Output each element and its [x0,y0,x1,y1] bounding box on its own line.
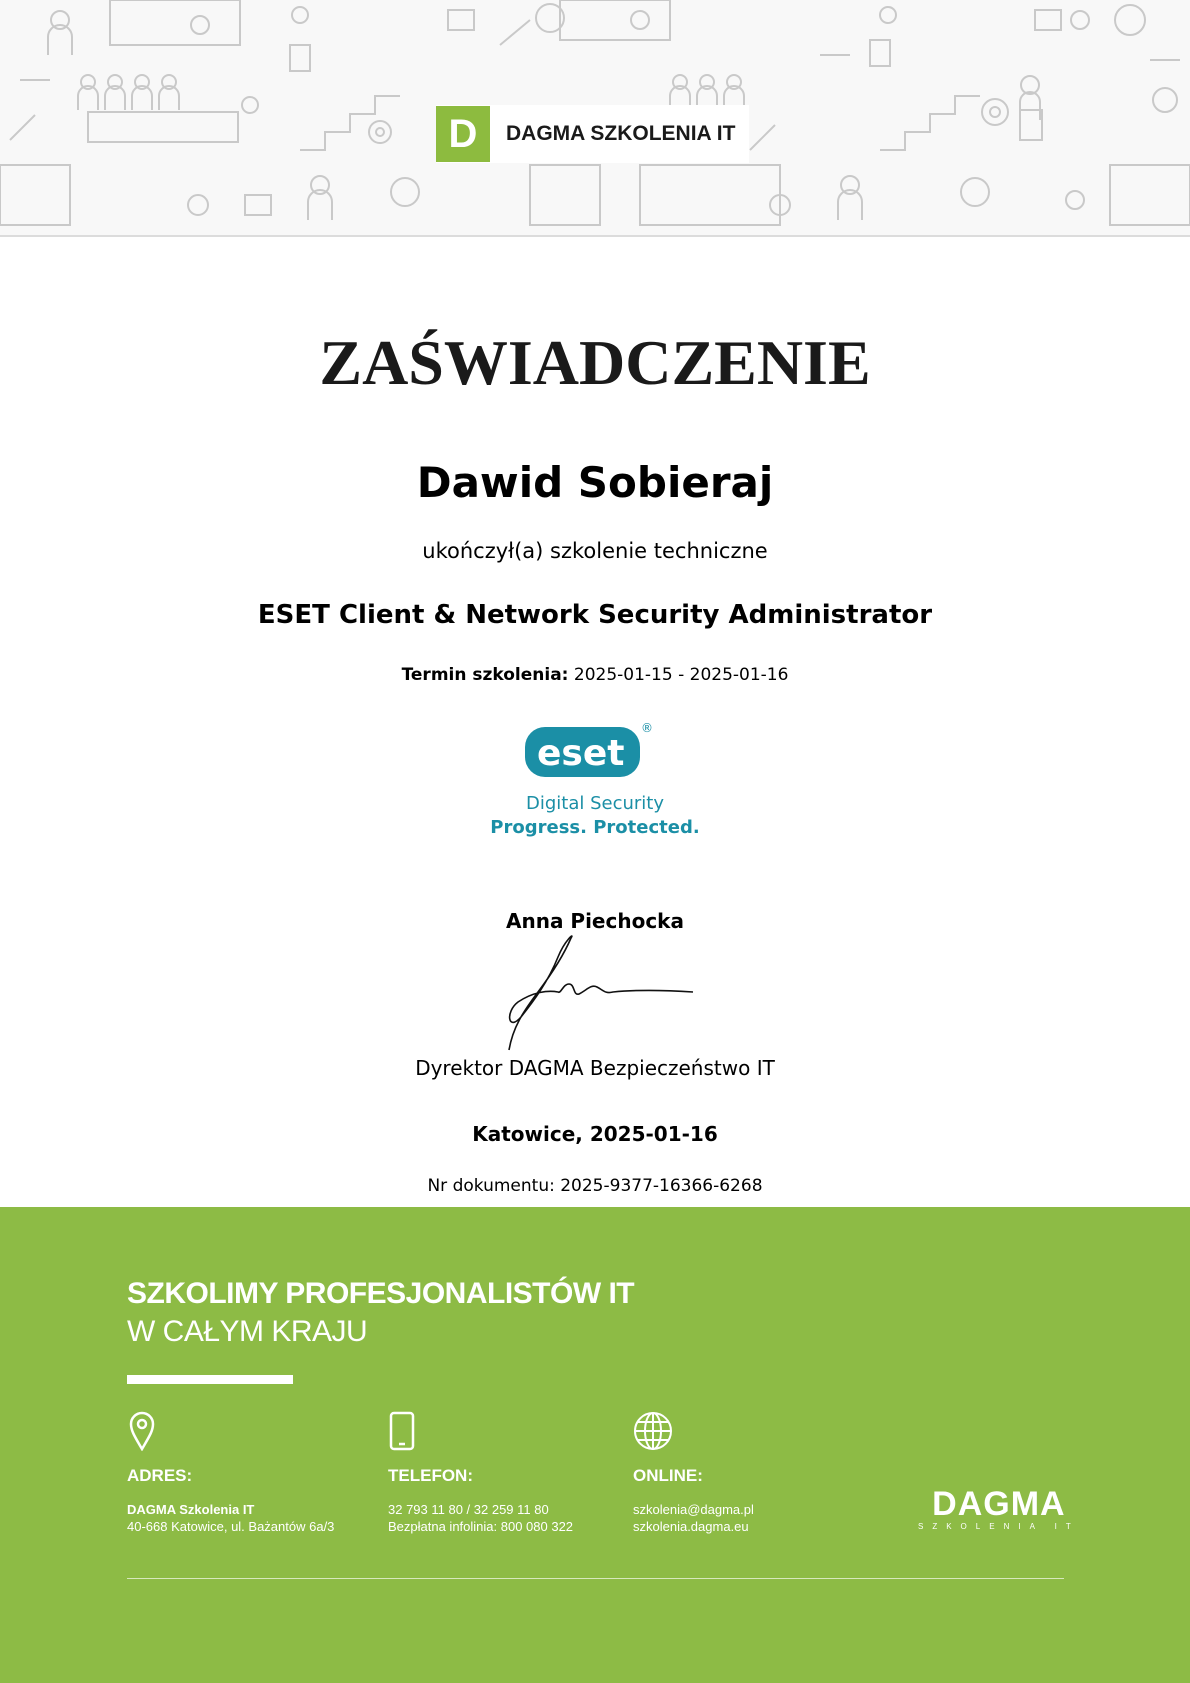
address-line-2: 40-668 Katowice, ul. Bażantów 6a/3 [127,1519,335,1534]
footer-logo-subtext: SZKOLENIA IT [918,1522,1080,1531]
online-email[interactable]: szkolenia@dagma.pl [633,1502,754,1517]
footer-logo-text: DAGMA [932,1485,1066,1523]
phone-icon [388,1411,418,1451]
document-number: Nr dokumentu: 2025-9377-16366-6268 [427,1176,763,1196]
signer-name: Anna Piechocka [506,909,684,933]
header-banner [0,0,1190,237]
signer-role: Dyrektor DAGMA Bezpieczeństwo IT [415,1056,775,1080]
term-value: 2025-01-15 - 2025-01-16 [573,665,789,685]
term-label: Termin szkolenia: [401,665,569,685]
online-website[interactable]: szkolenia.dagma.eu [633,1519,749,1534]
eset-logo [523,717,653,781]
completion-text: ukończył(a) szkolenie techniczne [422,539,768,563]
phone-column [388,1411,573,1534]
training-term [0,665,1190,685]
registered-mark: ® [641,721,653,735]
logo-mark: D [436,106,490,162]
footer [0,1207,1190,1683]
eset-tagline-1: Digital Security [525,793,664,814]
eset-wordmark: eset [537,733,625,774]
slogan-underline [127,1375,293,1384]
course-name: ESET Client & Network Security Administrator [257,600,933,630]
location-pin-icon [127,1411,157,1451]
slogan-line-1: SZKOLIMY PROFESJONALISTÓW IT [127,1277,635,1310]
place-date: Katowice, 2025-01-16 [472,1122,718,1146]
recipient-name: Dawid Sobieraj [416,458,774,507]
slogan-line-2: W CAŁYM KRAJU [127,1315,368,1348]
online-column [633,1411,754,1534]
eset-tagline-2: Progress. Protected. [490,817,700,838]
footer-logo [918,1485,1080,1531]
header-logo [436,105,749,163]
address-line-1: DAGMA Szkolenia IT [127,1502,255,1517]
globe-icon [633,1411,673,1451]
address-label: ADRES: [127,1466,193,1485]
phone-label: TELEFON: [388,1466,473,1485]
logo-text: DAGMA SZKOLENIA IT [506,122,736,145]
certificate-title: ZAŚWIADCZENIE [319,327,871,398]
online-label: ONLINE: [633,1466,703,1485]
phone-line-2: Bezpłatna infolinia: 800 080 322 [388,1519,574,1534]
footer-divider [127,1578,1064,1579]
address-column [127,1411,334,1534]
phone-line-1: 32 793 11 80 / 32 259 11 80 [388,1502,549,1517]
handwritten-signature [503,932,695,1054]
